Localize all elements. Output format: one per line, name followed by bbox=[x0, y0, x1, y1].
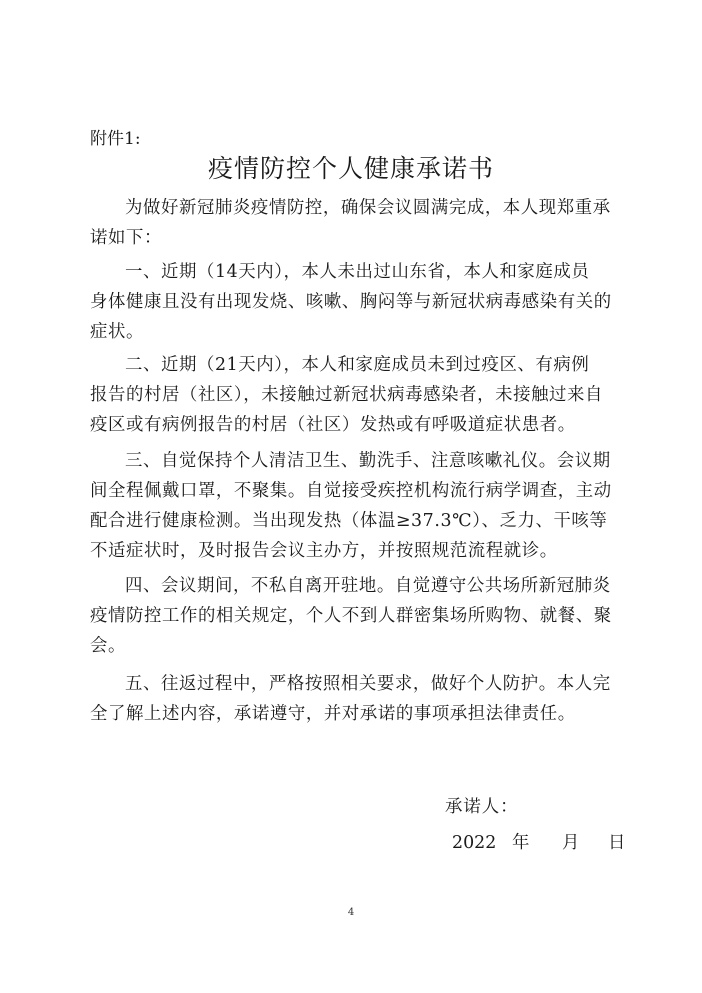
text-line: 一、近期（14天内），本人未出过山东省，本人和家庭成员 bbox=[125, 262, 590, 282]
attachment-label: 附件1: bbox=[90, 129, 141, 149]
text-line: 诺如下： bbox=[90, 228, 162, 248]
text-line: 三、自觉保持个人清洁卫生、勤洗手、注意咳嗽礼仪。会议期 bbox=[125, 451, 611, 471]
page-number: 4 bbox=[347, 907, 355, 918]
text-line: 为做好新冠肺炎疫情防控，确保会议圆满完成，本人现郑重承 bbox=[125, 198, 611, 218]
date-year: 2022 bbox=[452, 833, 497, 853]
text-line: 不适症状时，及时报告会议主办方，并按照规范流程就诊。 bbox=[90, 541, 558, 561]
text-line: 五、往返过程中，严格按照相关要求，做好个人防护。本人完 bbox=[125, 674, 611, 694]
text-line: 身体健康且没有出现发烧、咳嗽、胸闷等与新冠状病毒感染有关的 bbox=[90, 292, 612, 312]
date-month-char: 月 bbox=[562, 833, 580, 853]
signer-label: 承诺人： bbox=[445, 797, 519, 817]
document-title: 疫情防控个人健康承诺书 bbox=[207, 154, 494, 183]
text-line: 配合进行健康检测。当出现发热（体温≥37.3℃）、乏力、干咳等 bbox=[90, 511, 608, 531]
text-line: 间全程佩戴口罩，不聚集。自觉接受疾控机构流行病学调查，主动 bbox=[90, 481, 612, 501]
signature-date bbox=[452, 829, 628, 857]
text-line: 全了解上述内容，承诺遵守，并对承诺的事项承担法律责任。 bbox=[90, 704, 576, 724]
date-year-char: 年 bbox=[512, 833, 530, 853]
text-line: 会。 bbox=[90, 636, 126, 656]
text-line: 疫区或有病例报告的村居（社区）发热或有呼吸道症状患者。 bbox=[90, 415, 576, 435]
paragraph-item-5 bbox=[90, 669, 610, 729]
paragraph-item-2 bbox=[90, 350, 610, 440]
date-day-char: 日 bbox=[608, 833, 626, 853]
paragraph-intro bbox=[90, 193, 610, 253]
text-line: 报告的村居（社区），未接触过新冠状病毒感染者，未接触过来自 bbox=[90, 385, 604, 405]
paragraph-item-3 bbox=[90, 446, 610, 566]
paragraph-item-4 bbox=[90, 571, 610, 661]
text-line: 症状。 bbox=[90, 322, 144, 342]
paragraph-item-1 bbox=[90, 257, 610, 347]
text-line: 四、会议期间，不私自离开驻地。自觉遵守公共场所新冠肺炎 bbox=[125, 576, 611, 596]
text-line: 疫情防控工作的相关规定，个人不到人群密集场所购物、就餐、聚 bbox=[90, 606, 612, 626]
text-line: 二、近期（21天内），本人和家庭成员未到过疫区、有病例 bbox=[125, 355, 590, 375]
